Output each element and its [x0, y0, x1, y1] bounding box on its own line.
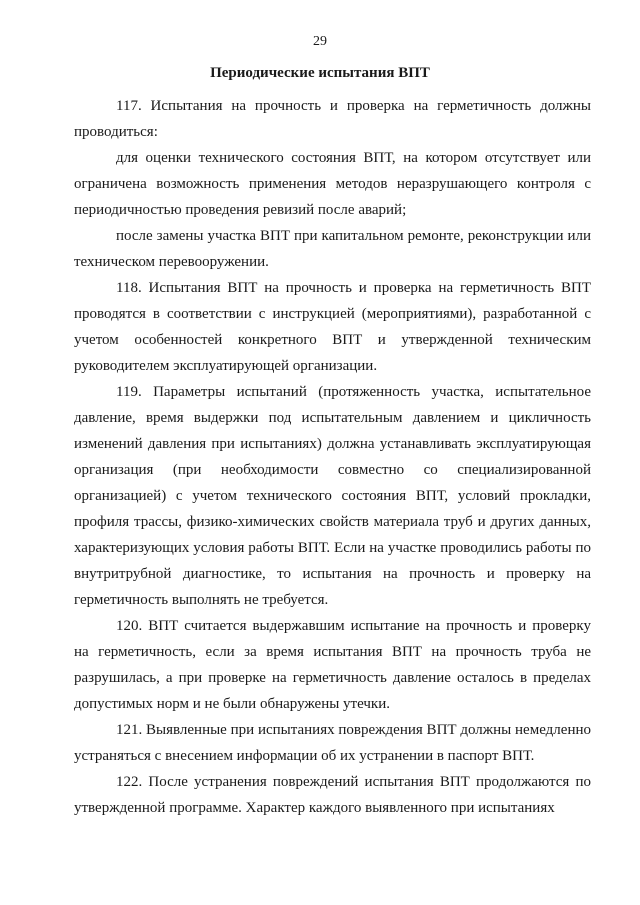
paragraph-118: 118. Испытания ВПТ на прочность и проверка на герметичность ВПТ проводятся в соответствии с инструкцией (мероприятиями), разработанной с учетом особенностей конкретного ВПТ и утвержденной техническим руководителем эксплуатирующей организации. [74, 280, 591, 374]
document-body [74, 93, 591, 821]
page-number: 29 [313, 34, 327, 49]
paragraph-121: 121. Выявленные при испытаниях повреждения ВПТ должны немедленно устраняться с внесением информации об их устранении в паспорт ВПТ. [74, 722, 591, 764]
section-title: Периодические испытания ВПТ [210, 65, 430, 81]
paragraph-117-intro: 117. Испытания на прочность и проверка на герметичность должны проводиться: [74, 98, 591, 140]
paragraph-122: 122. После устранения повреждений испытания ВПТ продолжаются по утвержденной программе. Характер каждого выявленного при испытаниях [74, 774, 591, 816]
paragraph-117-item-2: после замены участка ВПТ при капитальном ремонте, реконструкции или техническом перевооружении. [74, 228, 591, 270]
paragraph-120: 120. ВПТ считается выдержавшим испытание на прочность и проверку на герметичность, если за время испытания ВПТ на прочность труба не разрушилась, а при проверке на герметичность давление осталось в пределах допустимых норм и не были обнаружены утечки. [74, 618, 591, 712]
paragraph-119: 119. Параметры испытаний (протяженность участка, испытательное давление, время выдержки под испытательным давлением и цикличность изменений давления при испытаниях) должна устанавливать эксплуатирующая организация (при необходимости совместно со специализированной организацией) с учетом технического состояния ВПТ, условий прокладки, профиля трассы, физико-химических свойств материала труб и других данных, характеризующих условия работы ВПТ. Если на участке проводились работы по внутритрубной диагностике, то испытания на прочность и проверку на герметичность выполнять не требуется. [74, 384, 591, 608]
paragraph-117-item-1: для оценки технического состояния ВПТ, на котором отсутствует или ограничена возможность применения методов неразрушающего контроля с периодичностью проведения ревизий после аварий; [74, 150, 591, 218]
